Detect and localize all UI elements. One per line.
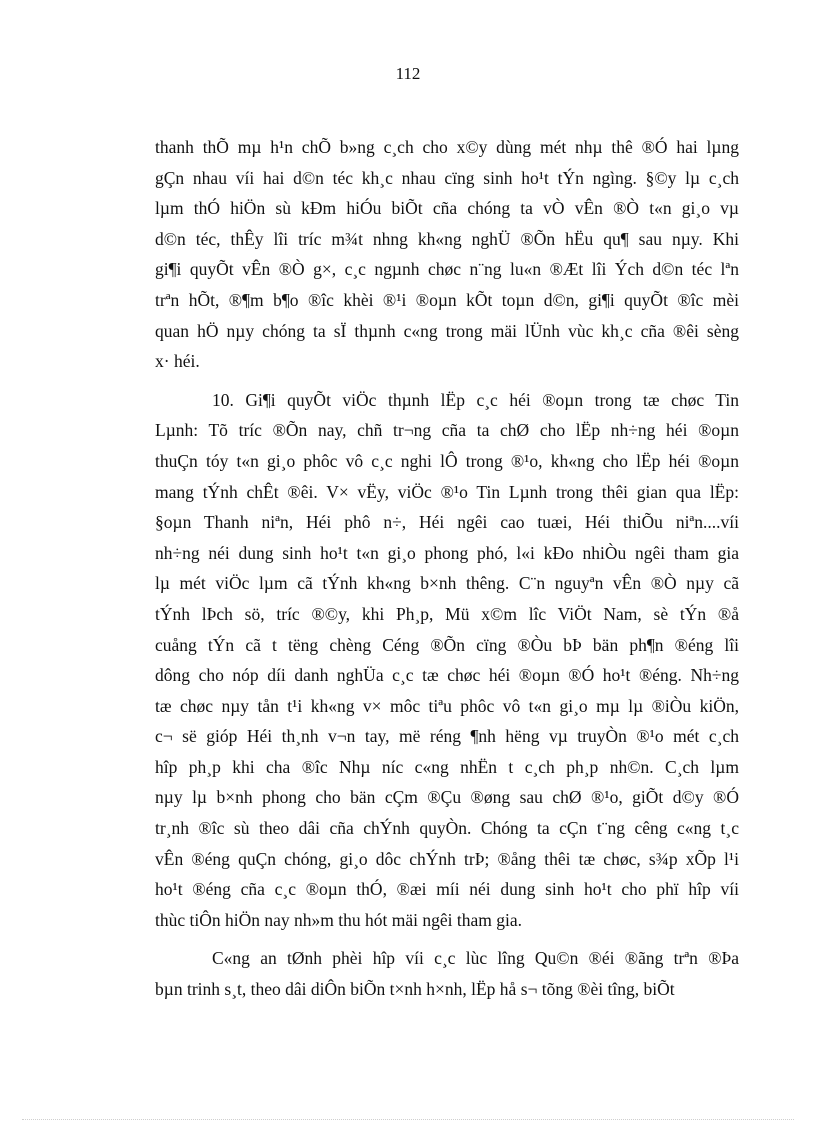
text-line: gÇn nhau víi hai d©n téc kh¸c nhau cïng sinh ho¹t tÝn ngìng. §©y lµ c¸ch bbox=[155, 167, 739, 188]
text-line: tr¸nh ®îc sù theo dâi cña chÝnh quyÒn. Chóng ta cÇn t¨ng cêng c«ng t¸c bbox=[155, 818, 739, 839]
page-number: 112 bbox=[395, 64, 421, 83]
text-line: Lµnh: Tõ tríc ®Õn nay, chñ tr¬ng cña ta chØ cho lËp nh÷ng héi ®oµn bbox=[155, 420, 739, 441]
text-line: thuÇn tóy t«n gi¸o phôc vô c¸c nghi lÔ trong ®¹o, kh«ng cho lËp héi ®oµn bbox=[155, 450, 739, 471]
footer-divider bbox=[22, 1119, 794, 1120]
text-line: d©n téc, thÊy lîi tríc m¾t nhng kh«ng nghÜ ®Õn hËu qu¶ sau nµy. Khi bbox=[155, 228, 739, 249]
text-line: trªn hÕt, ®¶m b¶o ®îc khèi ®¹i ®oµn kÕt toµn d©n, gi¶i quyÕt ®îc mèi bbox=[155, 289, 739, 310]
paragraph-3 bbox=[155, 943, 739, 1004]
text-line: C«ng an tØnh phèi hîp víi c¸c lùc lîng Qu©n ®éi ®ãng trªn ®Þa bbox=[212, 948, 739, 969]
text-line: nµy lµ b×nh phong cho bän cÇm ®Çu ®øng sau chØ ®¹o, giÕt d©y ®Ó bbox=[155, 787, 739, 808]
text-line: thanh thÕ mµ h¹n chÕ b»ng c¸ch cho x©y dùng mét nhµ thê ®Ó hai lµng bbox=[155, 137, 739, 157]
text-line: x· héi. bbox=[155, 351, 200, 372]
text-line: c¬ së gióp Héi th¸nh v¬n tay, më réng ¶nh hëng vµ truyÒn ®¹o mét c¸ch bbox=[155, 726, 739, 747]
text-line: gi¶i quyÕt vÊn ®Ò g×, c¸c ngµnh chøc n¨ng lu«n ®Æt lîi Ých d©n téc lªn bbox=[155, 259, 739, 280]
text-line: cuång tÝn cã t tëng chèng Céng ®Õn cïng ®Òu bÞ bän ph¶n ®éng lîi bbox=[155, 634, 739, 655]
text-line: 10. Gi¶i quyÕt viÖc thµnh lËp c¸c héi ®oµn trong tæ chøc Tin bbox=[212, 389, 739, 410]
text-line: dông cho nóp díi danh nghÜa c¸c tæ chøc héi ®oµn ®Ó ho¹t ®éng. Nh÷ng bbox=[155, 665, 739, 686]
paragraph-2 bbox=[155, 385, 739, 936]
text-line: vÊn ®éng quÇn chóng, gi¸o dôc chÝnh trÞ; ®ång thêi tæ chøc, s¾p xÕp l¹i bbox=[155, 848, 739, 869]
text-line: §oµn Thanh niªn, Héi phô n÷, Héi ngêi cao tuæi, Héi thiÕu niªn....víi bbox=[155, 512, 739, 533]
text-line: mang tÝnh chÊt ®êi. V× vËy, viÖc ®¹o Tin Lµnh trong thêi gian qua lËp: bbox=[155, 481, 739, 502]
text-line: quan hÖ nµy chóng ta sÏ thµnh c«ng trong mäi lÜnh vùc kh¸c cña ®êi sèng bbox=[155, 320, 739, 341]
text-line: tæ chøc nµy tån t¹i kh«ng v× môc tiªu phôc vô t«n gi¸o mµ lµ ®iÒu kiÖn, bbox=[155, 695, 739, 716]
body-text bbox=[155, 132, 739, 1013]
text-line: hîp ph¸p khi cha ®îc Nhµ níc c«ng nhËn t c¸ch ph¸p nh©n. C¸ch lµm bbox=[155, 756, 739, 777]
text-line: bµn trinh s¸t, theo dâi diÔn biÕn t×nh h×nh, lËp hå s¬ tõng ®èi tîng, biÕt bbox=[155, 979, 675, 1000]
text-line: lµ mét viÖc lµm cã tÝnh kh«ng b×nh thêng. C¨n nguyªn vÊn ®Ò nµy cã bbox=[155, 573, 739, 594]
text-line: lµm thÓ hiÖn sù kÐm hiÓu biÕt cña chóng ta vÒ vÊn ®Ò t«n gi¸o vµ bbox=[155, 198, 739, 219]
text-line: tÝnh lÞch sö, tríc ®©y, khi Ph¸p, Mü x©m lîc ViÖt Nam, sè tÝn ®å bbox=[155, 603, 739, 624]
text-line: nh÷ng néi dung sinh ho¹t t«n gi¸o phong phó, l«i kÐo nhiÒu ngêi tham gia bbox=[155, 542, 739, 563]
text-line: thùc tiÔn hiÖn nay nh»m thu hót mäi ngêi tham gia. bbox=[155, 909, 522, 930]
paragraph-1 bbox=[155, 132, 739, 377]
text-line: ho¹t ®éng cña c¸c ®oµn thÓ, ®æi míi néi dung sinh ho¹t cho phï hîp víi bbox=[155, 879, 739, 900]
